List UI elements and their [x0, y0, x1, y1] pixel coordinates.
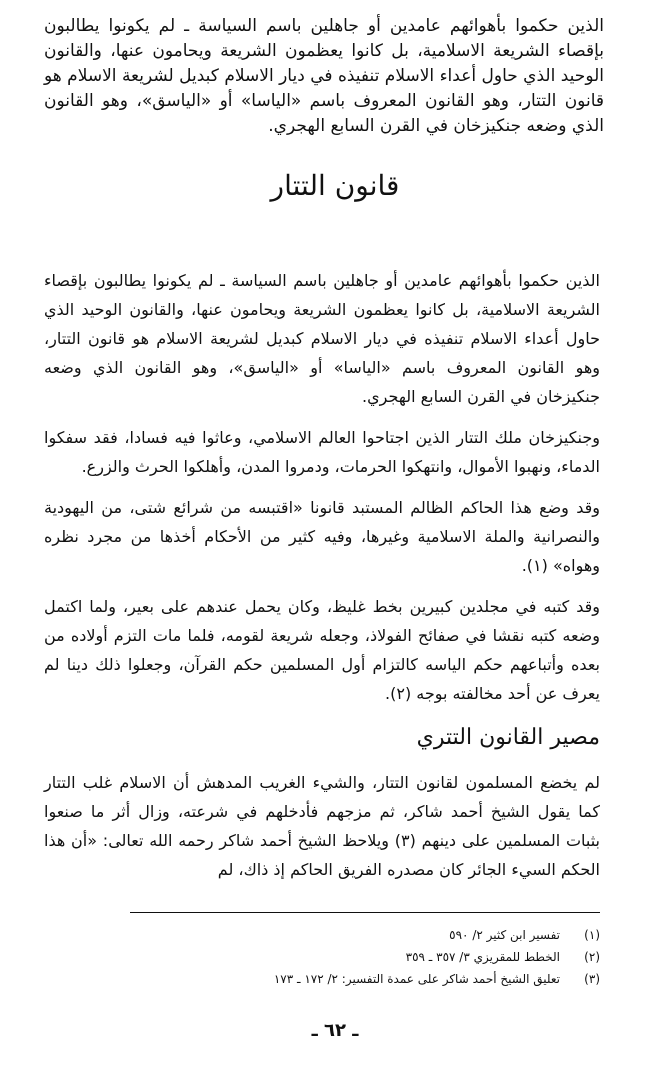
footnote-text: تعليق الشيخ أحمد شاكر على عمدة التفسير: ٢/ ١٧٢ ـ ١٧٣	[273, 972, 560, 986]
chapter-title: قانون التتار	[270, 169, 400, 202]
page-number: ـ ٦٢ ـ	[311, 1020, 359, 1041]
paragraph: لم يخضع المسلمون لقانون التتار، والشيء الغريب المدهش أن الاسلام غلب التتار كما يقول الشيخ أحمد شاكر، ثم مزجهم فأدخلهم في شرعته، وزال أثر ما صنعوا بثبات المسلمين على دينهم (٣) ويلاحظ الشيخ أحمد شاكر رحمه الله تعالى: «أن هذا الحكم السيء الجائر كان مصدره الفريق الحاكم إذ ذاك، لم	[44, 773, 600, 879]
paragraph: وجنكيزخان ملك التتار الذين اجتاحوا العالم الاسلامي، وعاثوا فيه فسادا، فقد سفكوا الدماء، ونهبوا الأموال، وانتهكوا الحرمات، ودمروا المدن، وأهلكوا الحرث والزرع.	[44, 428, 600, 476]
footnote-divider	[130, 912, 600, 913]
paragraph: وقد وضع هذا الحاكم الظالم المستبد قانونا «اقتبسه من شرائع شتى، من اليهودية والنصرانية والملة الاسلامية وغيرها، وفيه كثير من الأحكام أخذها من مجرد نظره وهواه» (١).	[44, 498, 600, 575]
footnote-number: (١)	[584, 928, 600, 942]
section-subtitle: مصير القانون التتري	[416, 725, 600, 750]
footnotes	[120, 924, 600, 990]
footnote	[120, 946, 600, 968]
footnote-number: (٢)	[584, 950, 600, 964]
paragraph: الذين حكموا بأهوائهم عامدين أو جاهلين باسم السياسة ـ لم يكونوا يطالبون بإقصاء الشريعة الاسلامية، بل كانوا يعظمون الشريعة ويحامون عنها، والقانون الوحيد الذي حاول أعداء الاسلام تنفيذه في ديار الاسلام كبديل لشريعة الاسلام هو قانون التتار، وهو القانون المعروف باسم «الياسا» أو «الياسق»، وهو القانون الذي وضعه جنكيزخان في القرن السابع الهجري.	[44, 271, 600, 406]
footnote-number: (٣)	[584, 972, 600, 986]
paragraph: وقد كتبه في مجلدين كبيرين بخط غليظ، وكان يحمل عندهم على بعير، ولما اكتمل وضعه كتبه نقشا في صفائح الفولاذ، وجعله شريعة لقومه، فلما مات التزم أولاده من بعده وأتباعهم حكم الياسه كالتزام أول المسلمين حكم القرآن، وجعلوا ذلك دينا لم يعرف عن أحد مخالفته بوجه (٢).	[44, 597, 600, 703]
footnote-text: تفسير ابن كثير ٢/ ٥٩٠	[449, 928, 560, 942]
footnote	[120, 968, 600, 990]
footnote	[120, 924, 600, 946]
carryover-paragraph: الذين حكموا بأهوائهم عامدين أو جاهلين باسم السياسة ـ لم يكونوا يطالبون بإقصاء الشريعة الاسلامية، بل كانوا يعظمون الشريعة ويحامون عنها، والقانون الوحيد الذي حاول أعداء الاسلام تنفيذه في ديار الاسلام كبديل لشريعة الاسلام هو قانون التتار، وهو القانون المعروف باسم «الياسا» أو «الياسق»، وهو القانون الذي وضعه جنكيزخان في القرن السابع الهجري.	[44, 16, 604, 136]
footnote-text: الخطط للمقريزي ٣/ ٣٥٧ ـ ٣٥٩	[405, 950, 560, 964]
main-text	[44, 266, 600, 896]
